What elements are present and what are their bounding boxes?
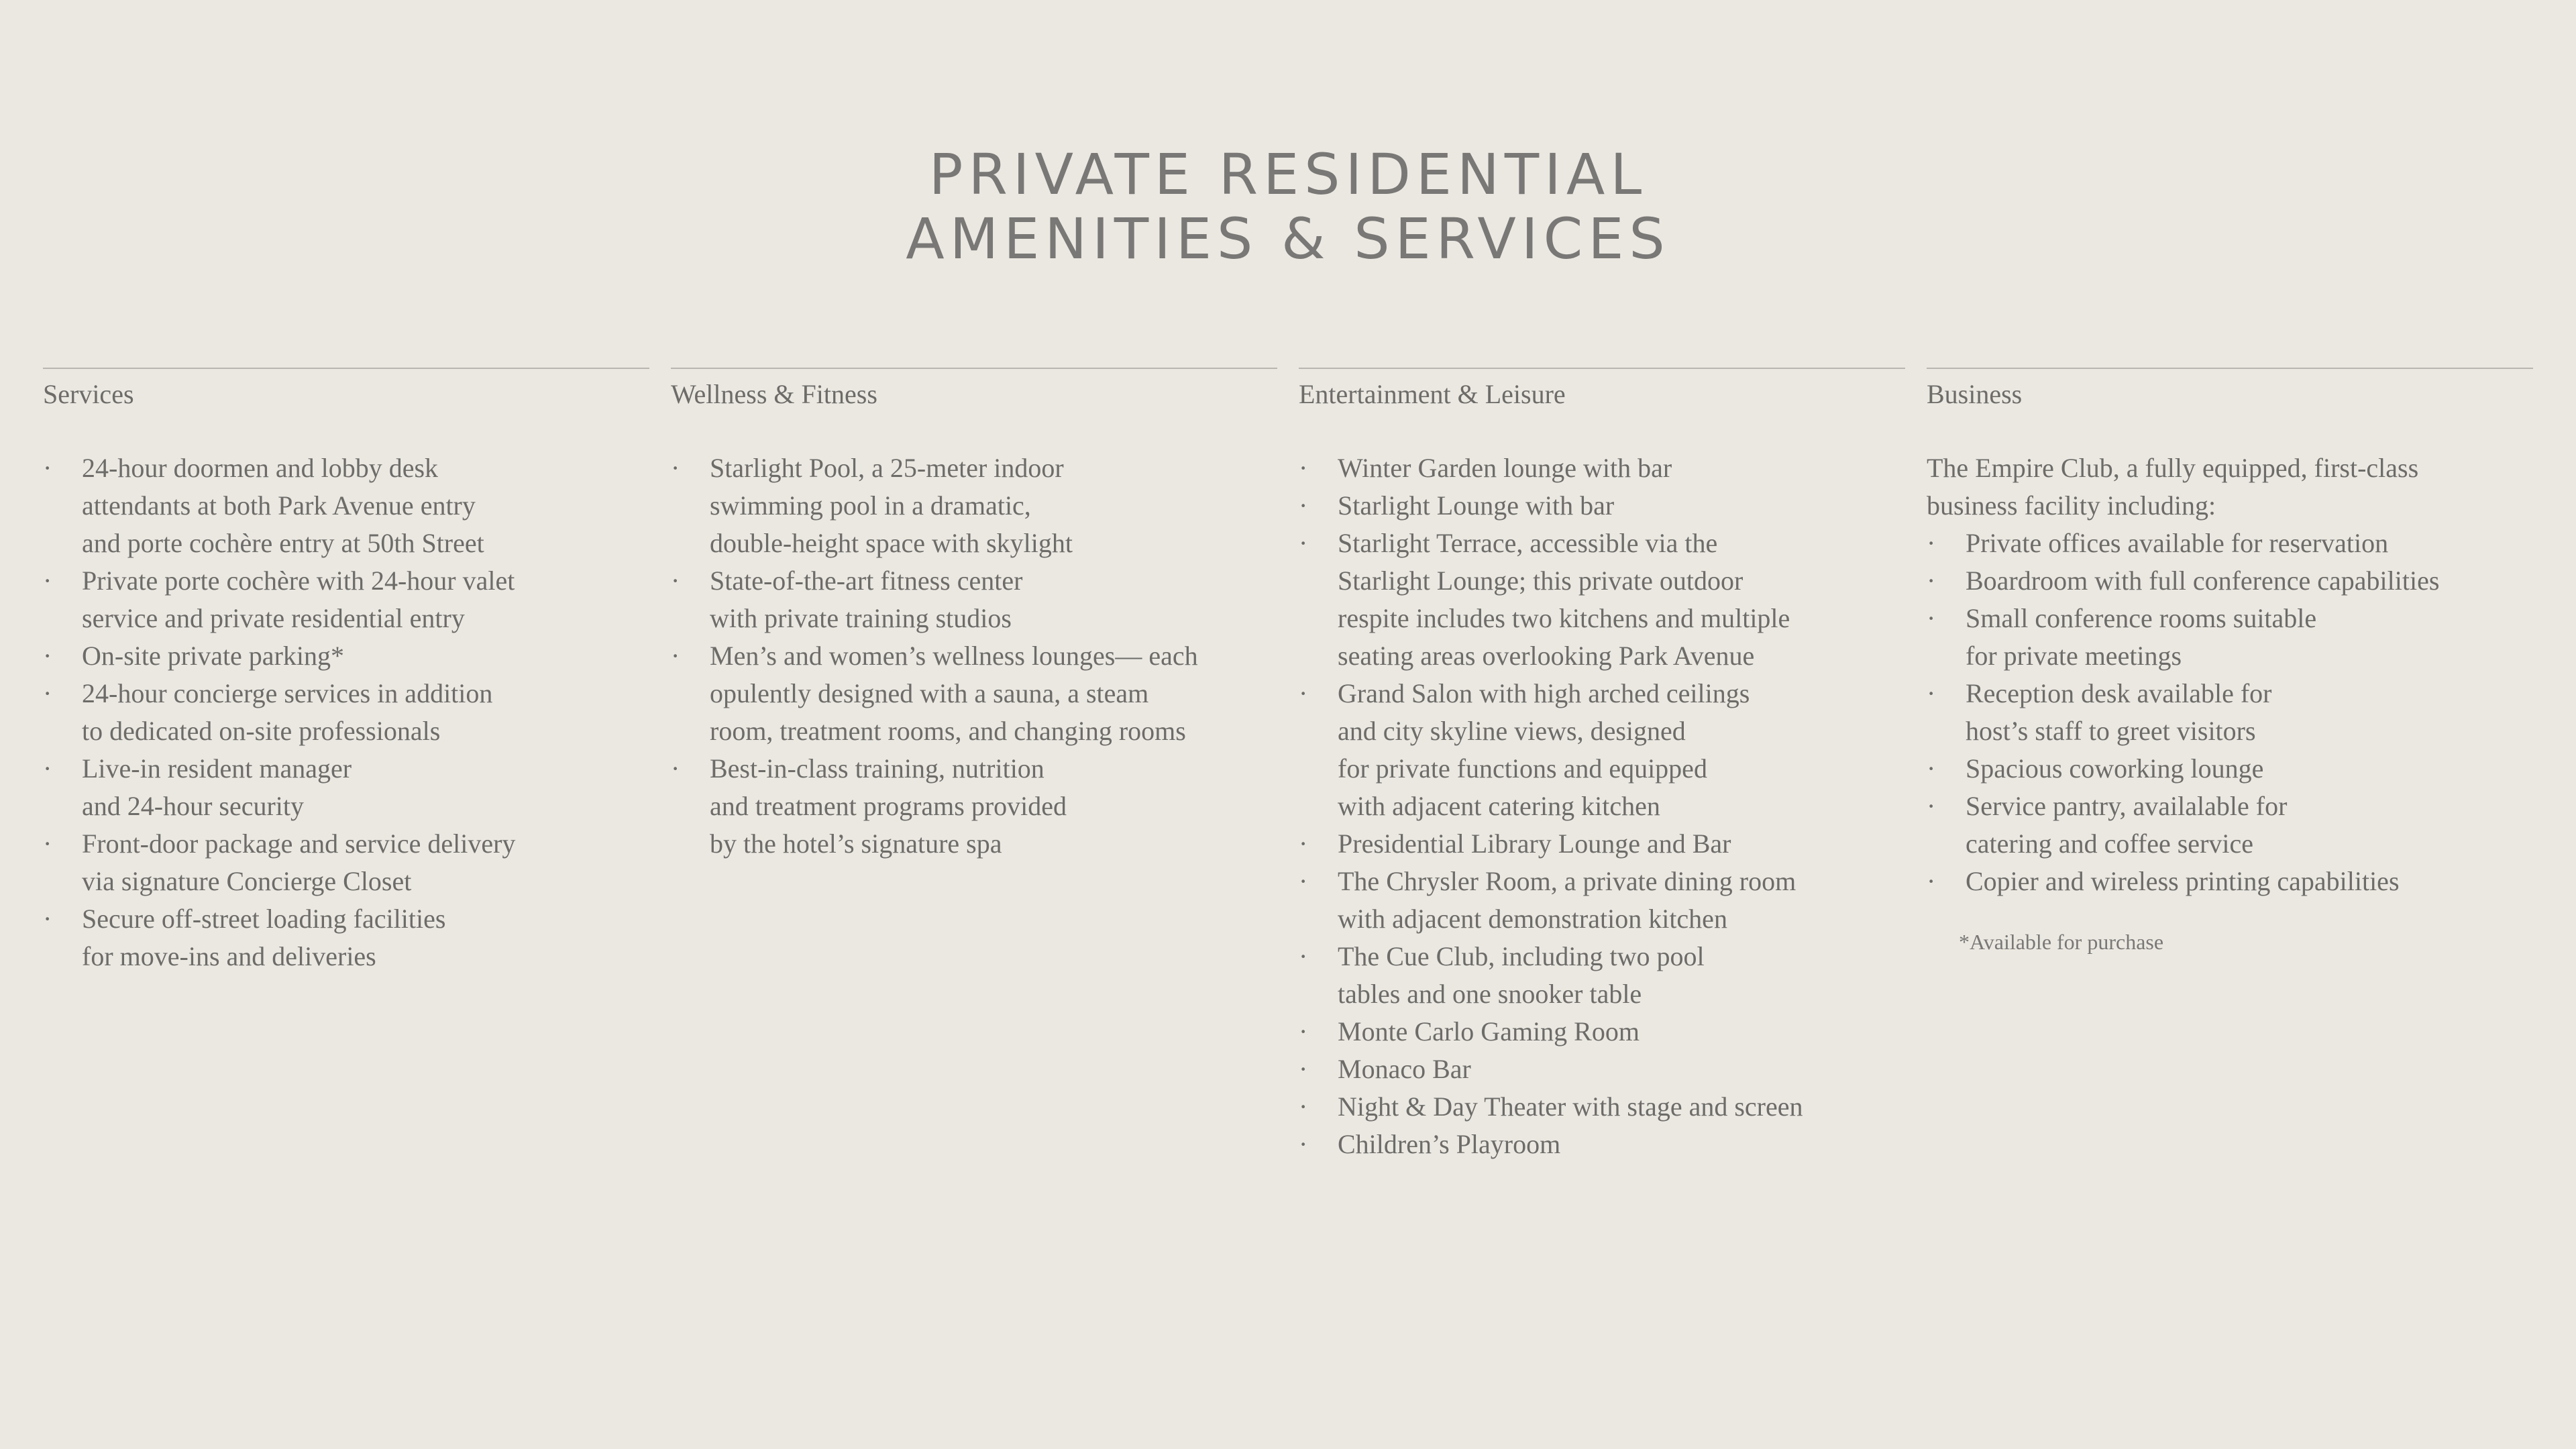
- business-intro: The Empire Club, a fully equipped, first-class business facility including:: [1927, 453, 2419, 521]
- bullet-dot: ·: [1299, 453, 1308, 483]
- bullet-dot: ·: [671, 753, 680, 784]
- list-item-text: The Chrysler Room, a private dining room with adjacent demonstration kitchen: [1338, 866, 1796, 934]
- bullet-dot: ·: [671, 566, 680, 596]
- column-heading: Entertainment & Leisure: [1299, 379, 1566, 409]
- bullet-dot: ·: [671, 641, 680, 671]
- bullet-dot: ·: [43, 453, 52, 483]
- list-item: [671, 562, 1277, 637]
- bullet-dot: ·: [1299, 1129, 1308, 1159]
- list-item: [1299, 1126, 1905, 1163]
- amenity-list: [1299, 449, 1905, 1163]
- list-item: [43, 675, 649, 750]
- list-item-text: Copier and wireless printing capabilities: [1966, 866, 2400, 896]
- list-item: [1927, 525, 2533, 562]
- list-item-text: Live-in resident manager and 24-hour security: [82, 753, 352, 821]
- column-business: [1927, 368, 2533, 1163]
- list-item-text: Reception desk available for host’s staff to greet visitors: [1966, 678, 2272, 746]
- bullet-dot: ·: [1299, 1091, 1308, 1122]
- list-item: [1299, 1088, 1905, 1126]
- bullet-dot: ·: [1927, 678, 1936, 708]
- bullet-dot: ·: [43, 753, 52, 784]
- list-item-text: Private offices available for reservation: [1966, 528, 2389, 558]
- bullet-dot: ·: [43, 904, 52, 934]
- list-item: [1299, 525, 1905, 675]
- list-item: [43, 449, 649, 562]
- column-heading: Business: [1927, 379, 2023, 409]
- list-item-text: Service pantry, availalable for catering and coffee service: [1966, 791, 2288, 859]
- list-item: [1927, 562, 2533, 600]
- bullet-dot: ·: [1299, 866, 1308, 896]
- bullet-dot: ·: [1927, 866, 1936, 896]
- bullet-dot: ·: [43, 566, 52, 596]
- list-item-text: Best-in-class training, nutrition and treatment programs provided by the hotel’s signature spa: [710, 753, 1067, 859]
- list-item: [43, 562, 649, 637]
- list-item: [1299, 1013, 1905, 1051]
- list-item: [671, 449, 1277, 562]
- list-item: [1299, 449, 1905, 487]
- amenity-list: [1927, 525, 2533, 900]
- list-item: [43, 825, 649, 900]
- list-item: [671, 637, 1277, 750]
- list-item-text: Starlight Pool, a 25-meter indoor swimming pool in a dramatic, double-height space with skylight: [710, 453, 1073, 558]
- list-item: [1927, 788, 2533, 863]
- bullet-dot: ·: [1299, 678, 1308, 708]
- list-item: [1299, 825, 1905, 863]
- list-item-text: Small conference rooms suitable for private meetings: [1966, 603, 2317, 671]
- bullet-dot: ·: [1927, 528, 1936, 558]
- list-item: [1927, 675, 2533, 750]
- amenity-list: [43, 449, 649, 975]
- footnote: *Available for purchase: [1959, 930, 2164, 954]
- list-item: [1299, 938, 1905, 1013]
- page-title: [0, 142, 2576, 271]
- list-item-text: Boardroom with full conference capabilities: [1966, 566, 2440, 596]
- list-item-text: Secure off-street loading facilities for move-ins and deliveries: [82, 904, 446, 971]
- bullet-dot: ·: [1299, 1054, 1308, 1084]
- bullet-dot: ·: [1299, 1016, 1308, 1046]
- list-item-text: Grand Salon with high arched ceilings and city skyline views, designed for private functions and equipped with adjacent catering kitchen: [1338, 678, 1750, 821]
- bullet-dot: ·: [1927, 791, 1936, 821]
- list-item-text: 24-hour concierge services in addition to dedicated on-site professionals: [82, 678, 493, 746]
- list-item-text: 24-hour doormen and lobby desk attendants at both Park Avenue entry and porte cochère entry at 50th Street: [82, 453, 484, 558]
- list-item-text: Starlight Terrace, accessible via the Starlight Lounge; this private outdoor respite includes two kitchens and multiple seating areas overlooking Park Avenue: [1338, 528, 1790, 671]
- list-item: [1299, 863, 1905, 938]
- list-item: [43, 900, 649, 975]
- amenity-columns: [43, 368, 2533, 1163]
- list-item: [1927, 600, 2533, 675]
- bullet-dot: ·: [1927, 566, 1936, 596]
- bullet-dot: ·: [1299, 490, 1308, 521]
- bullet-dot: ·: [1927, 603, 1936, 633]
- page-title-line-2: AMENITIES & SERVICES: [906, 206, 1670, 272]
- list-item-text: Spacious coworking lounge: [1966, 753, 2264, 784]
- column-wellness-fitness: [671, 368, 1277, 1163]
- column-services: [43, 368, 649, 1163]
- bullet-dot: ·: [1299, 941, 1308, 971]
- list-item-text: Children’s Playroom: [1338, 1129, 1561, 1159]
- bullet-dot: ·: [43, 678, 52, 708]
- list-item: [43, 750, 649, 825]
- list-item-text: Men’s and women’s wellness lounges— each opulently designed with a sauna, a steam room, treatment rooms, and changing rooms: [710, 641, 1198, 746]
- list-item-text: Starlight Lounge with bar: [1338, 490, 1615, 521]
- list-item-text: Winter Garden lounge with bar: [1338, 453, 1672, 483]
- page-title-line-1: PRIVATE RESIDENTIAL: [928, 142, 1648, 207]
- column-heading: Services: [43, 379, 134, 409]
- list-item: [43, 637, 649, 675]
- list-item-text: On-site private parking*: [82, 641, 344, 671]
- list-item: [1927, 750, 2533, 788]
- bullet-dot: ·: [43, 828, 52, 859]
- bullet-dot: ·: [1927, 753, 1936, 784]
- list-item-text: Front-door package and service delivery via signature Concierge Closet: [82, 828, 516, 896]
- list-item: [1927, 863, 2533, 900]
- list-item: [1299, 487, 1905, 525]
- bullet-dot: ·: [671, 453, 680, 483]
- list-item: [671, 750, 1277, 863]
- column-entertainment-leisure: [1299, 368, 1905, 1163]
- list-item: [1299, 675, 1905, 825]
- list-item: [1299, 1051, 1905, 1088]
- list-item-text: Monte Carlo Gaming Room: [1338, 1016, 1640, 1046]
- list-item-text: Presidential Library Lounge and Bar: [1338, 828, 1731, 859]
- amenity-list: [671, 449, 1277, 863]
- list-item-text: Night & Day Theater with stage and screen: [1338, 1091, 1803, 1122]
- list-item-text: State-of-the-art fitness center with private training studios: [710, 566, 1023, 633]
- bullet-dot: ·: [43, 641, 52, 671]
- list-item-text: Private porte cochère with 24-hour valet service and private residential entry: [82, 566, 515, 633]
- list-item-text: The Cue Club, including two pool tables and one snooker table: [1338, 941, 1705, 1009]
- bullet-dot: ·: [1299, 528, 1308, 558]
- column-heading: Wellness & Fitness: [671, 379, 877, 409]
- bullet-dot: ·: [1299, 828, 1308, 859]
- list-item-text: Monaco Bar: [1338, 1054, 1471, 1084]
